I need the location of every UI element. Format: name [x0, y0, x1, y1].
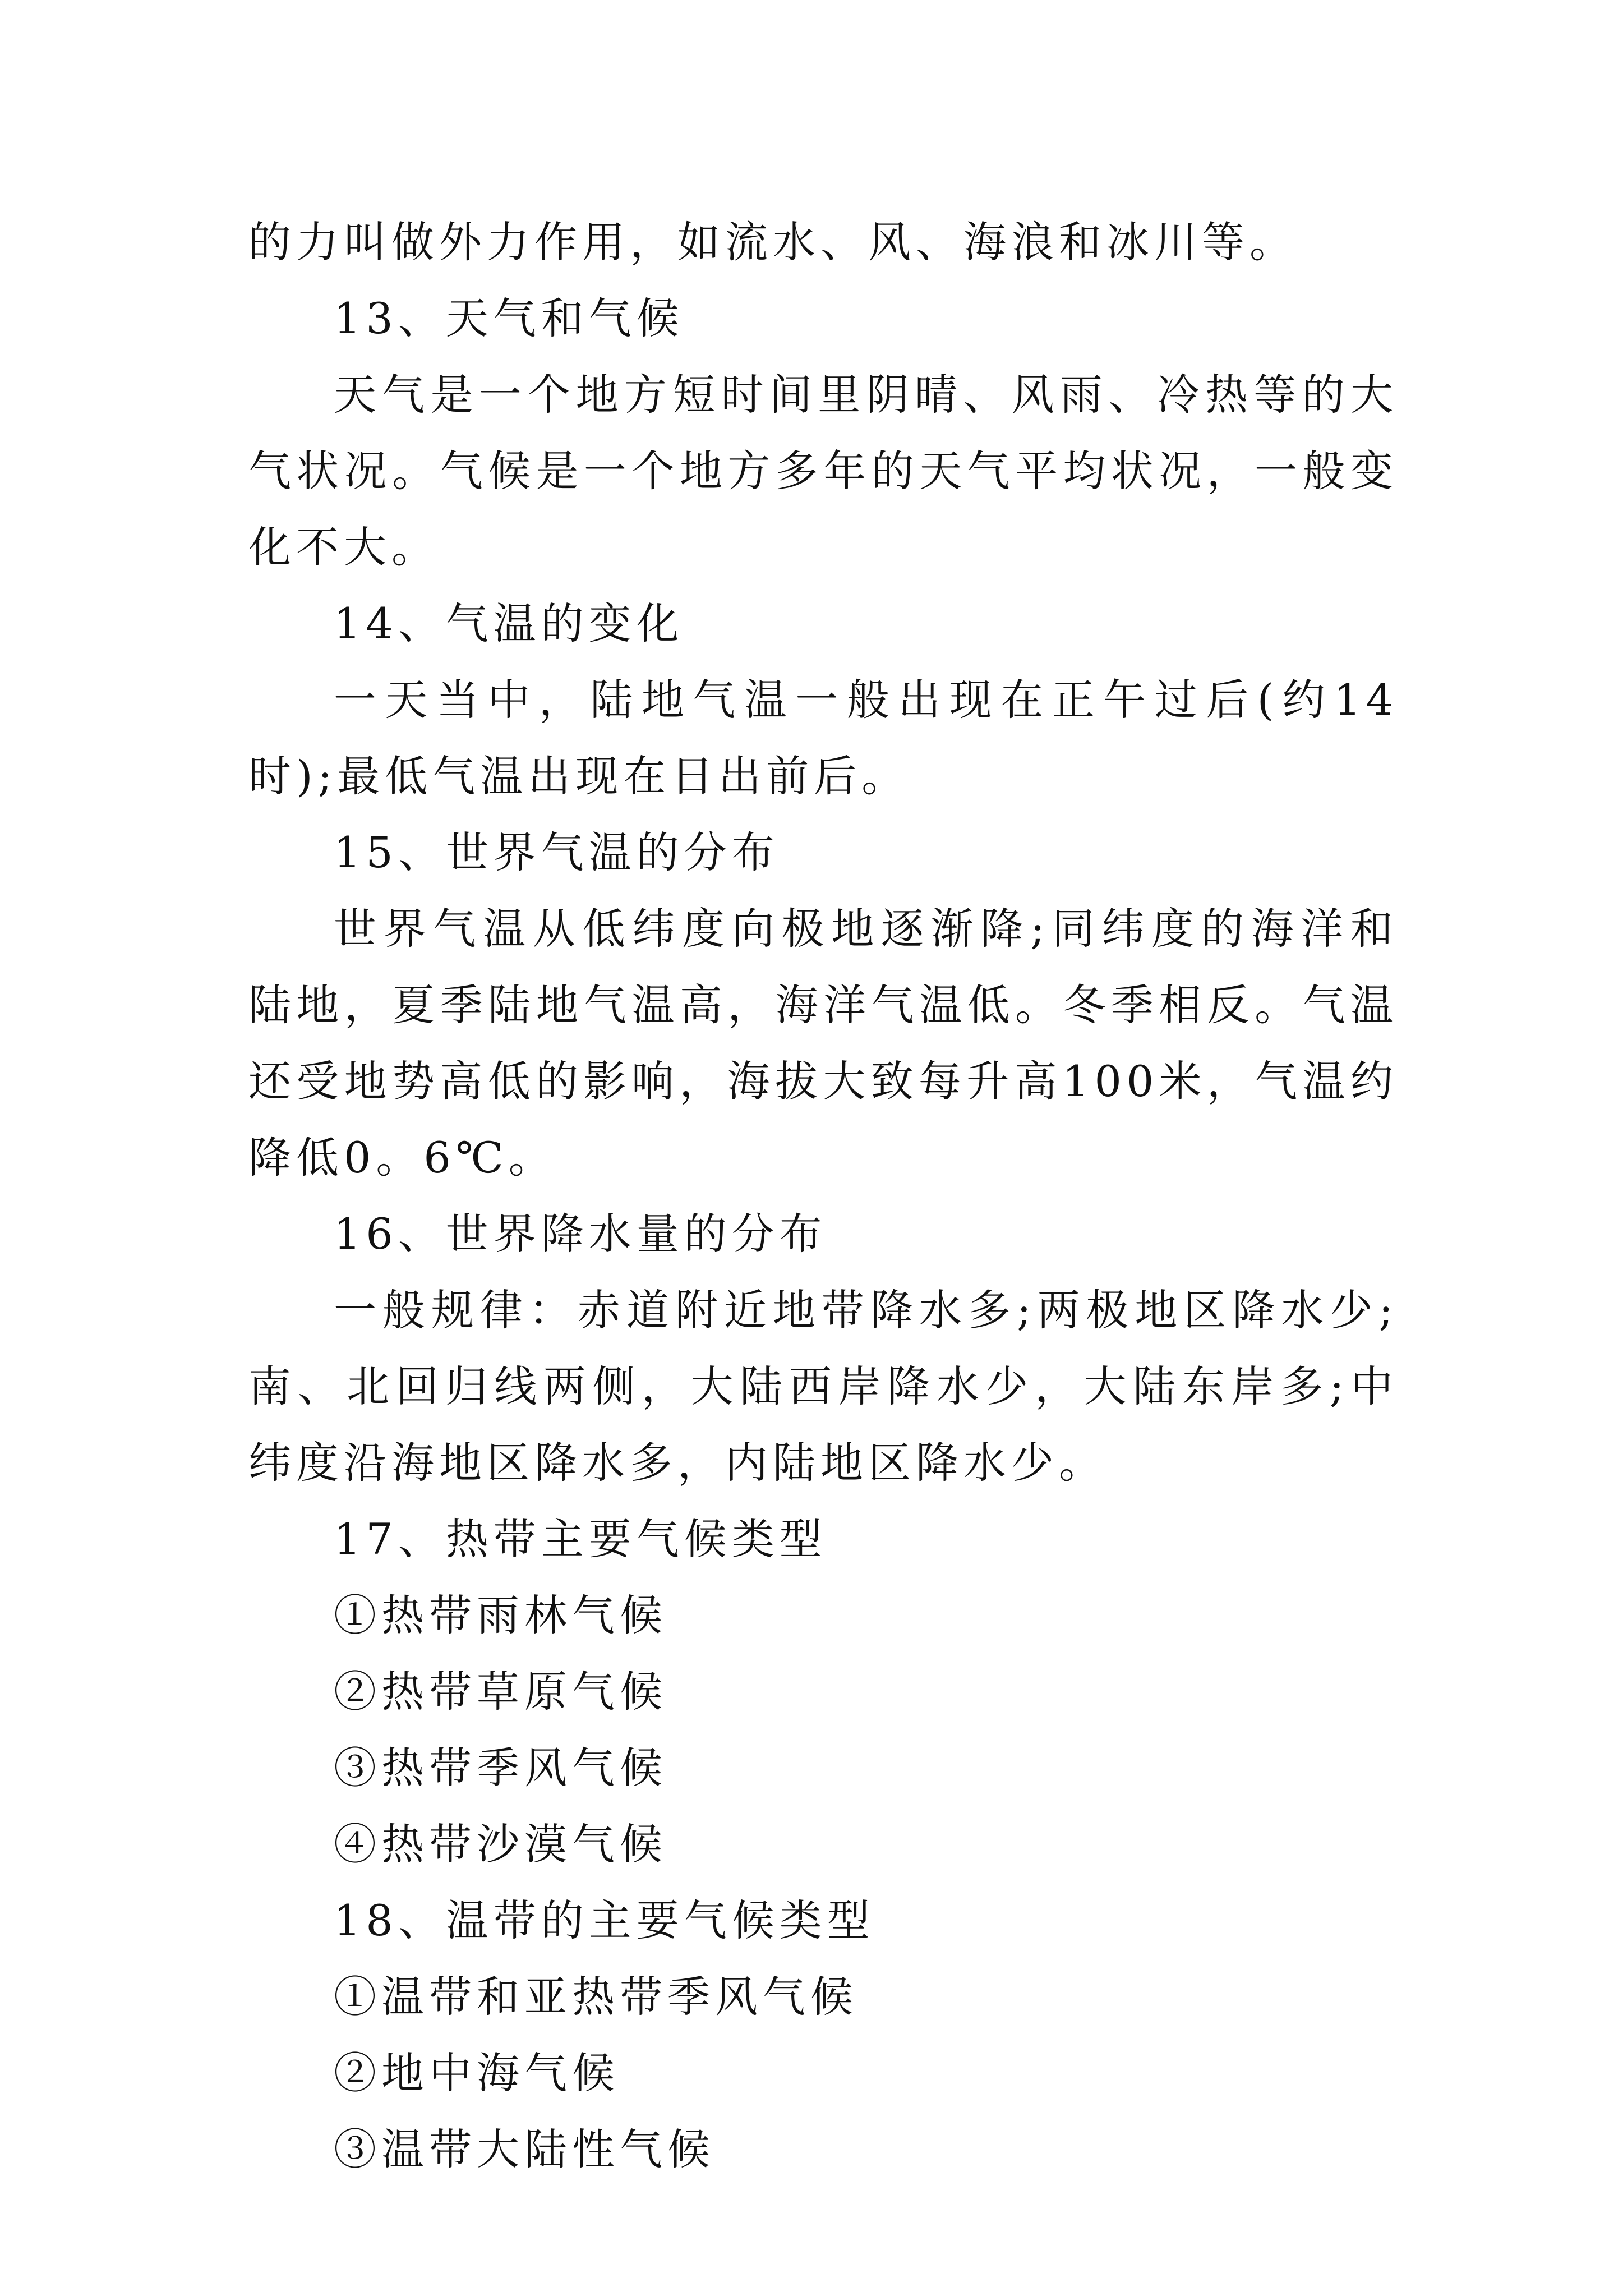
- heading-18: 18、温带的主要气候类型: [334, 1895, 875, 1945]
- heading-13: 13、天气和气候: [334, 293, 684, 343]
- list-item-tropical: ②热带草原气候: [334, 1667, 667, 1717]
- list-item-tropical: ③热带季风气候: [334, 1743, 667, 1793]
- list-item-temperate: ①温带和亚热带季风气候: [334, 1972, 858, 2022]
- paragraph-precipitation-distribution: 一般规律：赤道附近地带降水多;两极地区降水少;南、北回归线两侧，大陆西岸降水少，大陆东岸多;中纬度沿海地区降水多，内陆地区降水少。: [248, 1285, 1398, 1488]
- list-item-temperate: ③温带大陆性气候: [334, 2124, 715, 2174]
- paragraph-weather-climate: 天气是一个地方短时间里阴晴、风雨、冷热等的大气状况。气候是一个地方多年的天气平均状况，一般变化不大。: [248, 370, 1398, 572]
- paragraph-continuation: 的力叫做外力作用，如流水、风、海浪和冰川等。: [248, 217, 1297, 267]
- heading-14: 14、气温的变化: [334, 599, 684, 648]
- heading-15: 15、世界气温的分布: [334, 827, 780, 877]
- list-item-temperate: ②地中海气候: [334, 2048, 620, 2098]
- list-item-tropical: ①热带雨林气候: [334, 1590, 667, 1640]
- paragraph-temperature-change: 一天当中，陆地气温一般出现在正午过后(约14时);最低气温出现在日出前后。: [248, 675, 1398, 801]
- heading-17: 17、热带主要气候类型: [334, 1514, 827, 1564]
- paragraph-temperature-distribution: 世界气温从低纬度向极地逐渐降;同纬度的海洋和陆地，夏季陆地气温高，海洋气温低。冬季相反。气温还受地势高低的影响，海拔大致每升高100米，气温约降低0。6℃。: [248, 904, 1398, 1182]
- document-body: [248, 204, 1398, 2188]
- heading-16: 16、世界降水量的分布: [334, 1209, 827, 1259]
- list-item-tropical: ④热带沙漠气候: [334, 1819, 667, 1869]
